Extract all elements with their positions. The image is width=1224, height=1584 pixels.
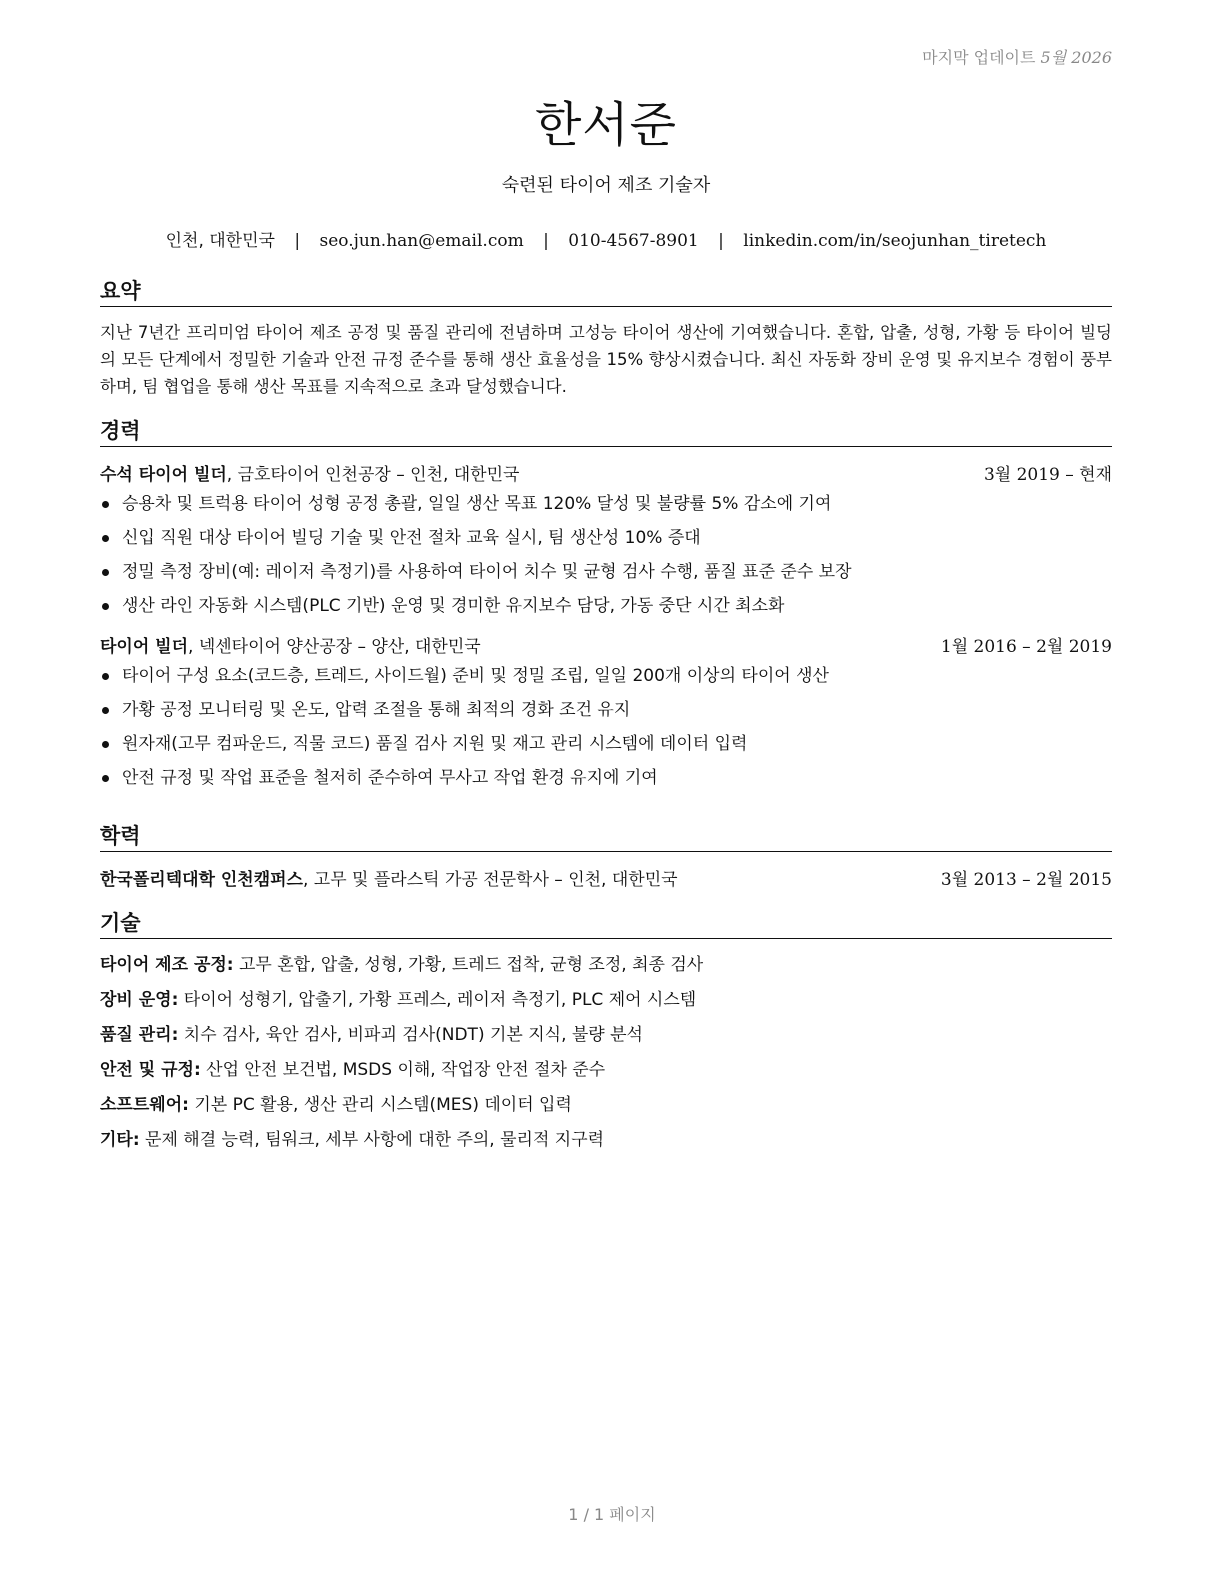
candidate-name: 한서준 xyxy=(534,97,678,153)
section-title-skills: 기술 xyxy=(100,910,1112,939)
job-bullet: 타이어 구성 요소(코드층, 트레드, 사이드월) 준비 및 정밀 조립, 일일 200개 이상의 타이어 생산 xyxy=(100,664,1112,688)
last-updated-month: 5월 xyxy=(1040,48,1067,67)
skill-row xyxy=(100,1018,1112,1053)
education-section xyxy=(100,823,1112,893)
job-dates: 1월 2016 – 2월 2019 xyxy=(940,637,1112,657)
section-title-experience: 경력 xyxy=(100,418,1112,447)
last-updated-year: 2026 xyxy=(1071,48,1112,67)
job-bullets xyxy=(100,492,1112,618)
contact-separator: | xyxy=(543,231,549,251)
job-bullet: 신입 직원 대상 타이어 빌딩 기술 및 안전 절차 교육 실시, 팀 생산성 10% 증대 xyxy=(100,526,1112,550)
job-bullet: 가황 공정 모니터링 및 온도, 압력 조절을 통해 최적의 경화 조건 유지 xyxy=(100,698,1112,722)
skill-row xyxy=(100,1123,1112,1158)
job-header xyxy=(100,462,1112,488)
job-bullets xyxy=(100,664,1112,790)
page-number: 1 / 1 페이지 xyxy=(568,1505,656,1524)
skill-category: 타이어 제조 공정: xyxy=(100,955,234,975)
skill-row xyxy=(100,948,1112,983)
skill-row xyxy=(100,983,1112,1018)
skill-category: 안전 및 규정: xyxy=(100,1060,201,1080)
contact-linkedin[interactable]: linkedin.com/in/seojunhan_tiretech xyxy=(743,231,1047,251)
job-header xyxy=(100,634,1112,660)
job-bullet: 승용차 및 트럭용 타이어 성형 공정 총괄, 일일 생산 목표 120% 달성 및 불량률 5% 감소에 기여 xyxy=(100,492,1112,516)
job-title: 타이어 빌더 xyxy=(100,637,189,657)
job-entry xyxy=(100,462,1112,618)
skill-values: 고무 혼합, 압출, 성형, 가황, 트레드 접착, 균형 조정, 최종 검사 xyxy=(233,955,704,975)
candidate-headline: 숙련된 타이어 제조 기술자 xyxy=(501,175,711,196)
skill-values: 산업 안전 보건법, MSDS 이해, 작업장 안전 절차 준수 xyxy=(200,1060,606,1080)
job-title: 수석 타이어 빌더 xyxy=(100,465,227,485)
job-bullet: 원자재(고무 컴파운드, 직물 코드) 품질 검사 지원 및 재고 관리 시스템에 데이터 입력 xyxy=(100,732,1112,756)
skill-category: 소프트웨어: xyxy=(100,1095,189,1115)
job-dates: 3월 2019 – 현재 xyxy=(983,465,1112,485)
section-title-education: 학력 xyxy=(100,823,1112,852)
education-school: 한국폴리텍대학 인천캠퍼스 xyxy=(100,870,303,890)
job-bullet: 생산 라인 자동화 시스템(PLC 기반) 운영 및 경미한 유지보수 담당, 가동 중단 시간 최소화 xyxy=(100,594,1112,618)
education-entry xyxy=(100,867,1112,893)
job-entry xyxy=(100,634,1112,790)
contact-separator: | xyxy=(718,231,724,251)
skills-list xyxy=(100,948,1112,1158)
contact-email[interactable]: seo.jun.han@email.com xyxy=(319,231,524,251)
last-updated-label: 마지막 업데이트 xyxy=(922,48,1036,67)
job-bullet: 안전 규정 및 작업 표준을 철저히 준수하여 무사고 작업 환경 유지에 기여 xyxy=(100,766,1112,790)
contact-separator: | xyxy=(294,231,301,251)
contact-location: 인천, 대한민국 xyxy=(165,231,275,251)
education-dates: 3월 2013 – 2월 2015 xyxy=(940,870,1112,890)
skill-category: 장비 운영: xyxy=(100,990,179,1010)
skill-row xyxy=(100,1053,1112,1088)
job-company: , 금호타이어 인천공장 – 인천, 대한민국 xyxy=(226,465,520,485)
skill-category: 품질 관리: xyxy=(100,1025,179,1045)
skills-section xyxy=(100,910,1112,1158)
summary-text: 지난 7년간 프리미엄 타이어 제조 공정 및 품질 관리에 전념하며 고성능 타이어 생산에 기여했습니다. 혼합, 압출, 성형, 가황 등 타이어 빌딩의 모든 단계에서 정밀한 기술과 안전 규정 준수를 통해 생산 효율성을 15% 향상시켰습니다. 최신 자동화 장비 운영 및 유지보수 경험이 풍부하며, 팀 협업을 통해 생산 목표를 지속적으로 초과 달성했습니다. xyxy=(100,323,1112,396)
section-title-summary: 요약 xyxy=(100,278,1112,307)
contact-phone: 010-4567-8901 xyxy=(568,231,699,251)
skill-values: 치수 검사, 육안 검사, 비파괴 검사(NDT) 기본 지식, 불량 분석 xyxy=(178,1025,643,1045)
skill-values: 기본 PC 활용, 생산 관리 시스템(MES) 데이터 입력 xyxy=(188,1095,572,1115)
experience-section xyxy=(100,418,1112,800)
resume-page xyxy=(100,0,1112,1584)
job-bullet: 정밀 측정 장비(예: 레이저 측정기)를 사용하여 타이어 치수 및 균형 검사 수행, 품질 표준 준수 보장 xyxy=(100,560,1112,584)
last-updated xyxy=(922,45,1112,68)
job-company: , 넥센타이어 양산공장 – 양산, 대한민국 xyxy=(188,637,481,657)
education-degree: , 고무 및 플라스틱 가공 전문학사 – 인천, 대한민국 xyxy=(302,870,678,890)
skill-category: 기타: xyxy=(100,1130,140,1150)
skill-values: 문제 해결 능력, 팀워크, 세부 사항에 대한 주의, 물리적 지구력 xyxy=(139,1130,605,1150)
skill-values: 타이어 성형기, 압출기, 가황 프레스, 레이저 측정기, PLC 제어 시스템 xyxy=(178,990,697,1010)
skill-row xyxy=(100,1088,1112,1123)
summary-section xyxy=(100,278,1112,400)
contact-line xyxy=(100,226,1112,251)
